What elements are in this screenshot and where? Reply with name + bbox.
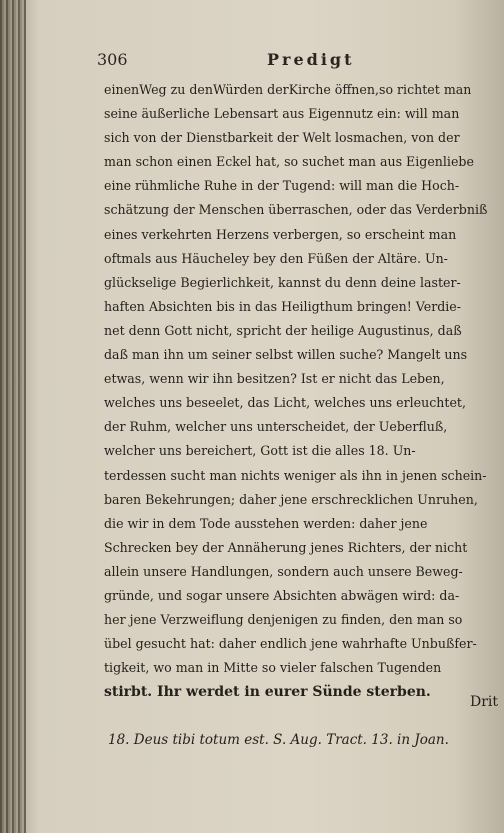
- text-line: welcher uns bereichert, Gott ist die alles 18. Un-: [104, 443, 416, 459]
- text-line: sich von der Dienstbarkeit der Welt losmachen, von der: [104, 130, 460, 146]
- text-line: welches uns beseelet, das Licht, welches uns erleuchtet,: [104, 395, 466, 411]
- text-line: der Ruhm, welcher uns unterscheidet, der Ueberfluß,: [104, 419, 448, 435]
- text-line: glückselige Begierlichkeit, kannst du denn deine laster-: [104, 274, 461, 290]
- text-line: haften Absichten bis in das Heiligthum bringen! Verdie-: [104, 298, 462, 314]
- text-line: net denn Gott nicht, spricht der heilige Augustinus, daß: [104, 322, 462, 338]
- page-number: 306: [97, 50, 128, 69]
- book-page: [22, 0, 504, 833]
- text-line: terdessen sucht man nichts weniger als ihn in jenen schein-: [104, 467, 487, 483]
- text-line: tigkeit, wo man in Mitte so vieler falschen Tugenden: [104, 660, 442, 676]
- body-text: [104, 78, 494, 704]
- running-title: Predigt: [267, 50, 355, 69]
- text-line: Schrecken bey der Annäherung jenes Richters, der nicht: [104, 539, 468, 555]
- text-line: baren Bekehrungen; daher jene erschrecklichen Unruhen,: [104, 491, 478, 507]
- text-line: eine rühmliche Ruhe in der Tugend: will man die Hoch-: [104, 178, 460, 194]
- text-line: einenWeg zu denWürden derKirche öffnen,so richtet man: [104, 82, 472, 97]
- text-line: her jene Verzweiflung denjenigen zu finden, den man so: [104, 612, 463, 628]
- text-line: seine äußerliche Lebensart aus Eigennutz ein: will man: [104, 106, 460, 122]
- text-line: übel gesucht hat: daher endlich jene wahrhafte Unbußfer-: [104, 636, 477, 652]
- text-line: etwas, wenn wir ihn besitzen? Ist er nicht das Leben,: [104, 371, 445, 387]
- text-line: gründe, und sogar unsere Absichten abwägen wird: da-: [104, 587, 460, 603]
- text-line: daß man ihn um seiner selbst willen suche? Mangelt uns: [104, 347, 468, 363]
- text-line: allein unsere Handlungen, sondern auch unsere Beweg-: [104, 563, 463, 579]
- text-line: man schon einen Eckel hat, so suchet man aus Eigenliebe: [104, 154, 474, 170]
- text-line: oftmals aus Häucheley bey den Füßen der Altäre. Un-: [104, 250, 448, 266]
- catchword: Drit: [469, 694, 498, 710]
- text-line: die wir in dem Tode ausstehen werden: daher jene: [104, 515, 428, 531]
- text-line: schätzung der Menschen überraschen, oder das Verderbniß: [104, 202, 488, 218]
- footnote: 18. Deus tibi totum est. S. Aug. Tract. 13. in Joan.: [108, 732, 449, 748]
- text-line: eines verkehrten Herzens verbergen, so erscheint man: [104, 226, 457, 242]
- text-line: stirbt. Ihr werdet in eurer Sünde sterben.: [104, 684, 431, 701]
- running-head: [97, 50, 484, 74]
